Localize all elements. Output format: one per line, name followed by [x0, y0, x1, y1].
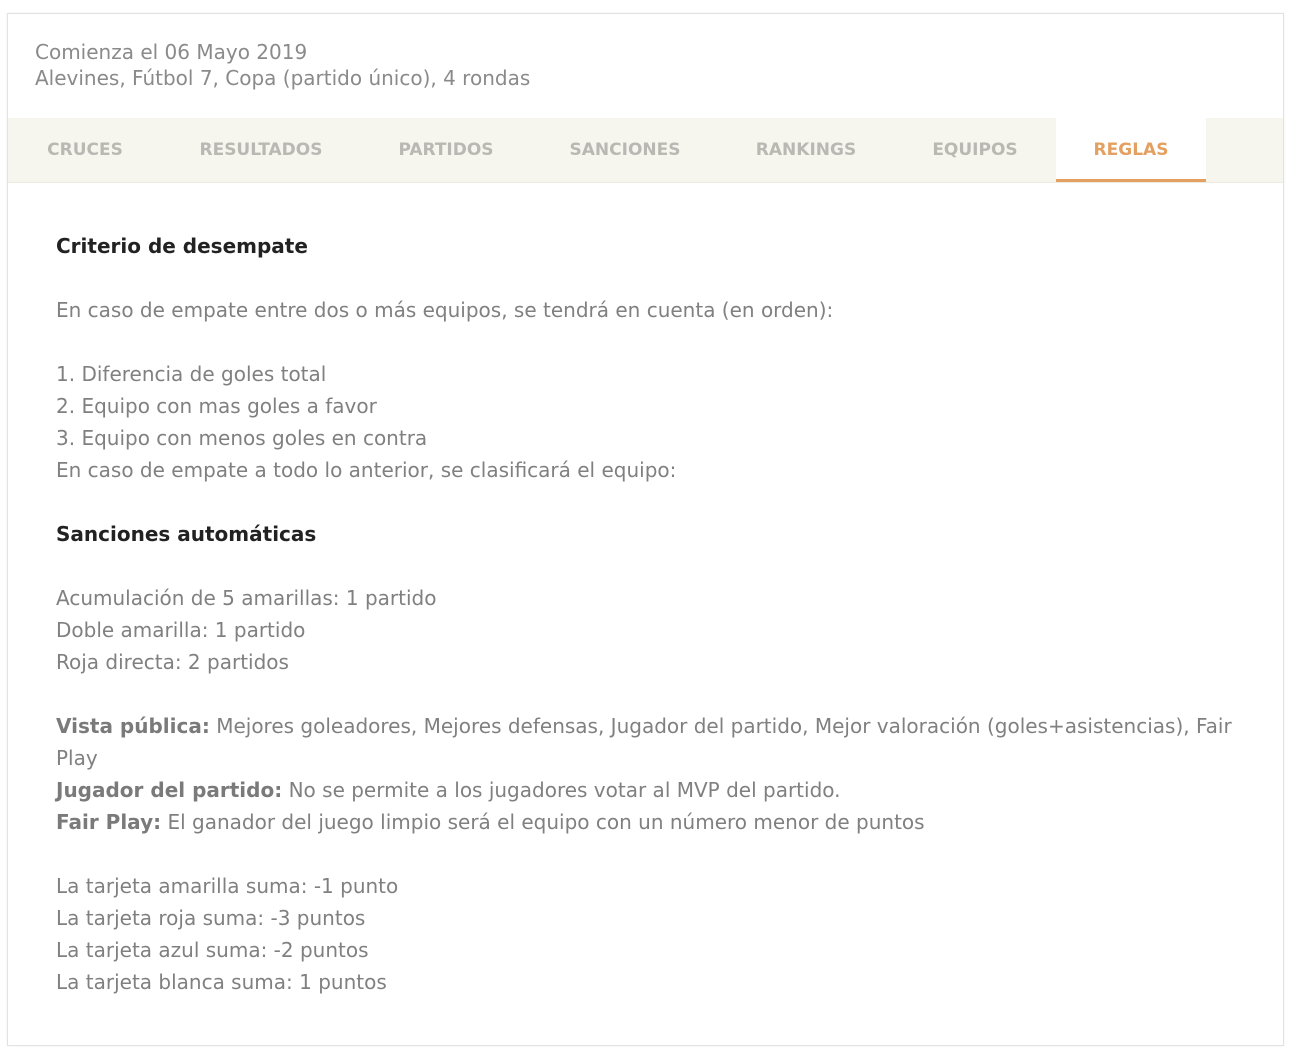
tiebreak-final-note: En caso de empate a todo lo anterior, se clasificará el equipo: — [56, 458, 677, 482]
player-of-match-text: No se permite a los jugadores votar al MVP del partido. — [288, 778, 841, 802]
public-view-rule — [56, 710, 1243, 774]
tournament-card — [7, 13, 1284, 1046]
public-view-text: Mejores goleadores, Mejores defensas, Jugador del partido, Mejor valoración (goles+asistencias), Fair Play — [56, 714, 1232, 770]
rules-content — [56, 230, 1243, 998]
sanction-item: Acumulación de 5 amarillas: 1 partido — [56, 586, 437, 610]
tiebreak-criterion: 1. Diferencia de goles total — [56, 362, 327, 386]
tiebreak-criterion: 2. Equipo con mas goles a favor — [56, 394, 377, 418]
tab-equipos[interactable]: EQUIPOS — [932, 140, 1018, 160]
sanctions-title: Sanciones automáticas — [56, 522, 317, 546]
fair-play-label: Fair Play: — [56, 810, 162, 834]
tournament-details: Alevines, Fútbol 7, Copa (partido único), 4 rondas — [35, 66, 531, 90]
sanction-item: Roja directa: 2 partidos — [56, 650, 289, 674]
sanction-item: Doble amarilla: 1 partido — [56, 618, 306, 642]
public-view-label: Vista pública: — [56, 714, 210, 738]
tab-sanciones[interactable]: SANCIONES — [569, 140, 681, 160]
tab-bar — [8, 118, 1283, 183]
fair-play-rule — [56, 806, 1243, 838]
tab-rankings[interactable]: RANKINGS — [755, 140, 857, 160]
tiebreak-intro: En caso de empate entre dos o más equipos, se tendrá en cuenta (en orden): — [56, 298, 834, 322]
tiebreak-criterion: 3. Equipo con menos goles en contra — [56, 426, 428, 450]
card-points-item: La tarjeta amarilla suma: -1 punto — [56, 874, 399, 898]
card-points-item: La tarjeta roja suma: -3 puntos — [56, 906, 366, 930]
tab-partidos[interactable]: PARTIDOS — [398, 140, 494, 160]
player-of-match-rule — [56, 774, 1243, 806]
start-date: Comienza el 06 Mayo 2019 — [35, 40, 308, 64]
tiebreak-title: Criterio de desempate — [56, 234, 308, 258]
fair-play-text: El ganador del juego limpio será el equipo con un número menor de puntos — [167, 810, 925, 834]
tab-resultados[interactable]: RESULTADOS — [199, 140, 323, 160]
card-points-item: La tarjeta blanca suma: 1 puntos — [56, 970, 387, 994]
tab-reglas[interactable]: REGLAS — [1056, 118, 1206, 182]
player-of-match-label: Jugador del partido: — [56, 778, 283, 802]
tournament-header — [8, 14, 1283, 93]
tab-cruces[interactable]: CRUCES — [47, 140, 123, 160]
card-points-item: La tarjeta azul suma: -2 puntos — [56, 938, 369, 962]
